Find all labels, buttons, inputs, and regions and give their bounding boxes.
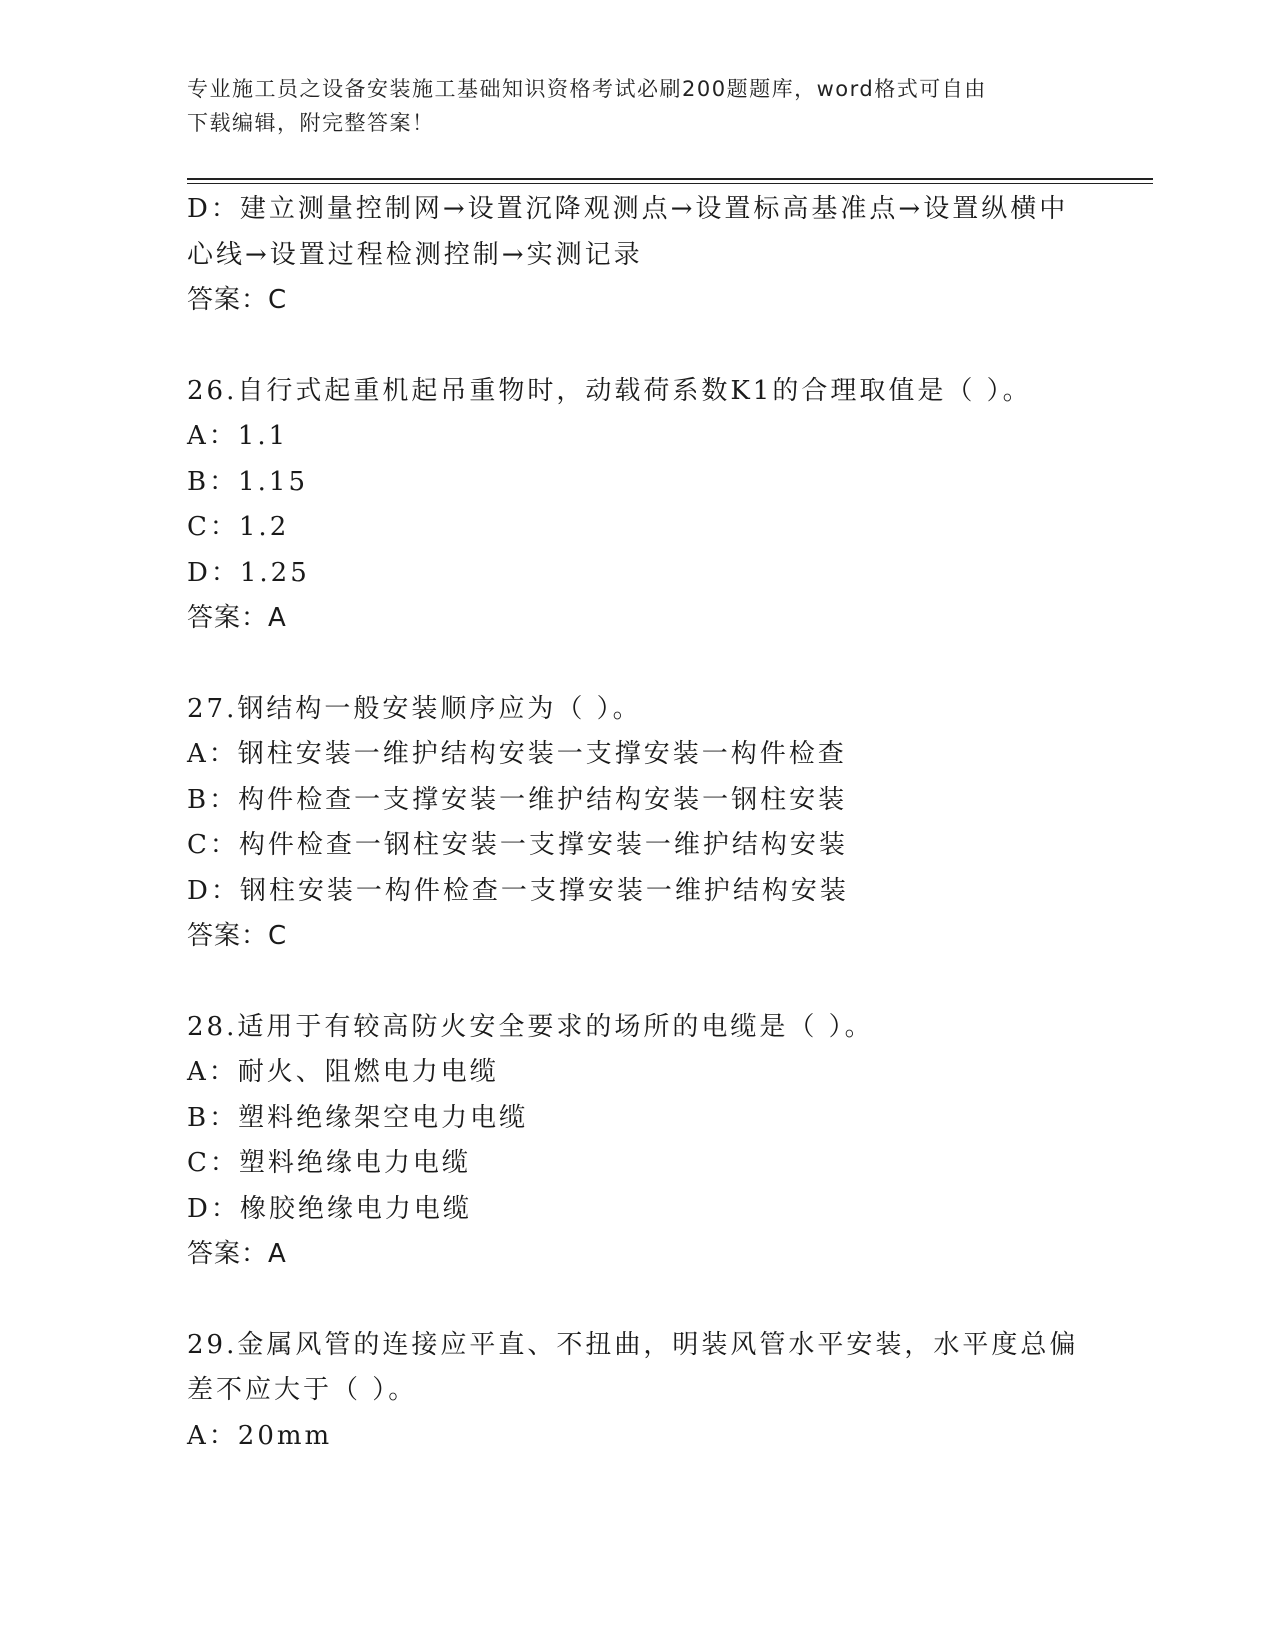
page-header bbox=[187, 72, 1087, 140]
option-d-line-1: D：建立测量控制网→设置沉降观测点→设置标高基准点→设置纵横中 bbox=[187, 194, 1069, 224]
spacer bbox=[187, 960, 1087, 1005]
header-divider-thin bbox=[187, 183, 1153, 184]
option-b: B：构件检查一支撑安装一维护结构安装一钢柱安装 bbox=[187, 784, 848, 815]
option-d-line-2: 心线→设置过程检测控制→实测记录 bbox=[187, 239, 643, 270]
question-28 bbox=[187, 1005, 1087, 1278]
question-27 bbox=[187, 687, 1087, 960]
spacer bbox=[187, 642, 1087, 687]
answer-line: 答案：C bbox=[187, 921, 288, 951]
spacer bbox=[187, 1278, 1087, 1323]
option-a: A：耐火、阻燃电力电缆 bbox=[187, 1057, 499, 1087]
question-stem: 28.适用于有较高防火安全要求的场所的电缆是（ ）。 bbox=[187, 1011, 874, 1042]
question-29 bbox=[187, 1323, 1087, 1460]
header-line-1: 专业施工员之设备安装施工基础知识资格考试必刷200题题库，word格式可自由 bbox=[187, 77, 987, 101]
question-stem-line-2: 差不应大于（ ）。 bbox=[187, 1375, 418, 1405]
option-a: A：钢柱安装一维护结构安装一支撑安装一构件检查 bbox=[187, 739, 847, 769]
option-d: D：钢柱安装一构件检查一支撑安装一维护结构安装 bbox=[187, 875, 849, 906]
option-b: B：1.15 bbox=[187, 466, 308, 497]
option-c: C：构件检查一钢柱安装一支撑安装一维护结构安装 bbox=[187, 830, 848, 860]
spacer bbox=[187, 324, 1087, 369]
option-a: A：20mm bbox=[187, 1420, 333, 1451]
answer-line: 答案：A bbox=[187, 1239, 287, 1269]
option-b: B：塑料绝缘架空电力电缆 bbox=[187, 1102, 529, 1133]
option-c: C：塑料绝缘电力电缆 bbox=[187, 1148, 471, 1178]
option-a: A：1.1 bbox=[187, 421, 289, 451]
option-d: D：1.25 bbox=[187, 557, 310, 588]
question-stem: 26.自行式起重机起吊重物时，动载荷系数K1的合理取值是（ ）。 bbox=[187, 375, 1032, 406]
question-stem: 27.钢结构一般安装顺序应为（ ）。 bbox=[187, 693, 642, 724]
header-line-2: 下载编辑，附完整答案！ bbox=[187, 111, 435, 135]
header-divider-thick bbox=[187, 178, 1153, 180]
answer-line: 答案：C bbox=[187, 285, 288, 315]
option-d: D：橡胶绝缘电力电缆 bbox=[187, 1193, 472, 1224]
carryover-block bbox=[187, 187, 1087, 324]
option-c: C：1.2 bbox=[187, 512, 290, 542]
answer-line: 答案：A bbox=[187, 603, 287, 633]
question-content bbox=[187, 187, 1087, 1459]
question-26 bbox=[187, 369, 1087, 642]
question-stem-line-1: 29.金属风管的连接应平直、不扭曲，明装风管水平安装，水平度总偏 bbox=[187, 1329, 1079, 1360]
